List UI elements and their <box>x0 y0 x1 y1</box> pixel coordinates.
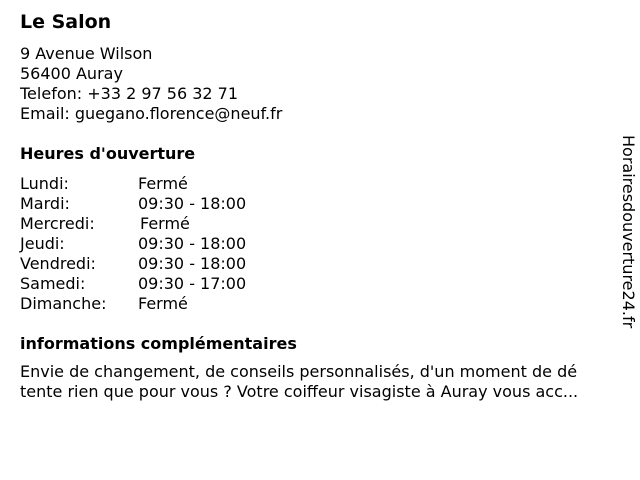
info-description <box>20 362 630 402</box>
hours-row-wednesday <box>20 214 620 234</box>
address-line-city: 56400 Auray <box>20 64 123 83</box>
address-line-street: 9 Avenue Wilson <box>20 44 153 63</box>
hours-time: Fermé <box>138 174 188 193</box>
hours-day: Mardi: <box>20 194 70 213</box>
info-text-line: Envie de changement, de conseils personnalisés, d'un moment de dé <box>20 362 578 381</box>
email-line: Email: guegano.florence@neuf.fr <box>20 104 283 123</box>
hours-day: Dimanche: <box>20 294 107 313</box>
contact-block <box>20 44 620 124</box>
hours-row-thursday <box>20 234 620 254</box>
hours-row-saturday <box>20 274 620 294</box>
hours-time: 09:30 - 18:00 <box>138 234 247 253</box>
info-text-line: tente rien que pour vous ? Votre coiffeur visagiste à Auray vous acc... <box>20 382 579 401</box>
hours-time: 09:30 - 18:00 <box>138 254 247 273</box>
hours-table <box>20 174 620 314</box>
business-card <box>20 10 620 402</box>
hours-time: Fermé <box>138 294 188 313</box>
business-name: Le Salon <box>20 11 112 33</box>
hours-time: Fermé <box>140 214 190 233</box>
hours-row-sunday <box>20 294 620 314</box>
hours-heading: Heures d'ouverture <box>20 144 196 163</box>
info-heading: informations complémentaires <box>20 334 297 353</box>
hours-day: Lundi: <box>20 174 69 193</box>
hours-day: Samedi: <box>20 274 86 293</box>
hours-time: 09:30 - 18:00 <box>138 194 247 213</box>
hours-row-friday <box>20 254 620 274</box>
hours-row-monday <box>20 174 620 194</box>
hours-row-tuesday <box>20 194 620 214</box>
hours-time: 09:30 - 17:00 <box>138 274 247 293</box>
hours-day: Vendredi: <box>20 254 96 273</box>
hours-day: Mercredi: <box>20 214 95 233</box>
hours-day: Jeudi: <box>20 234 65 253</box>
site-watermark: Horairesdouverture24.fr <box>619 135 638 329</box>
phone-line: Telefon: +33 2 97 56 32 71 <box>20 84 239 103</box>
